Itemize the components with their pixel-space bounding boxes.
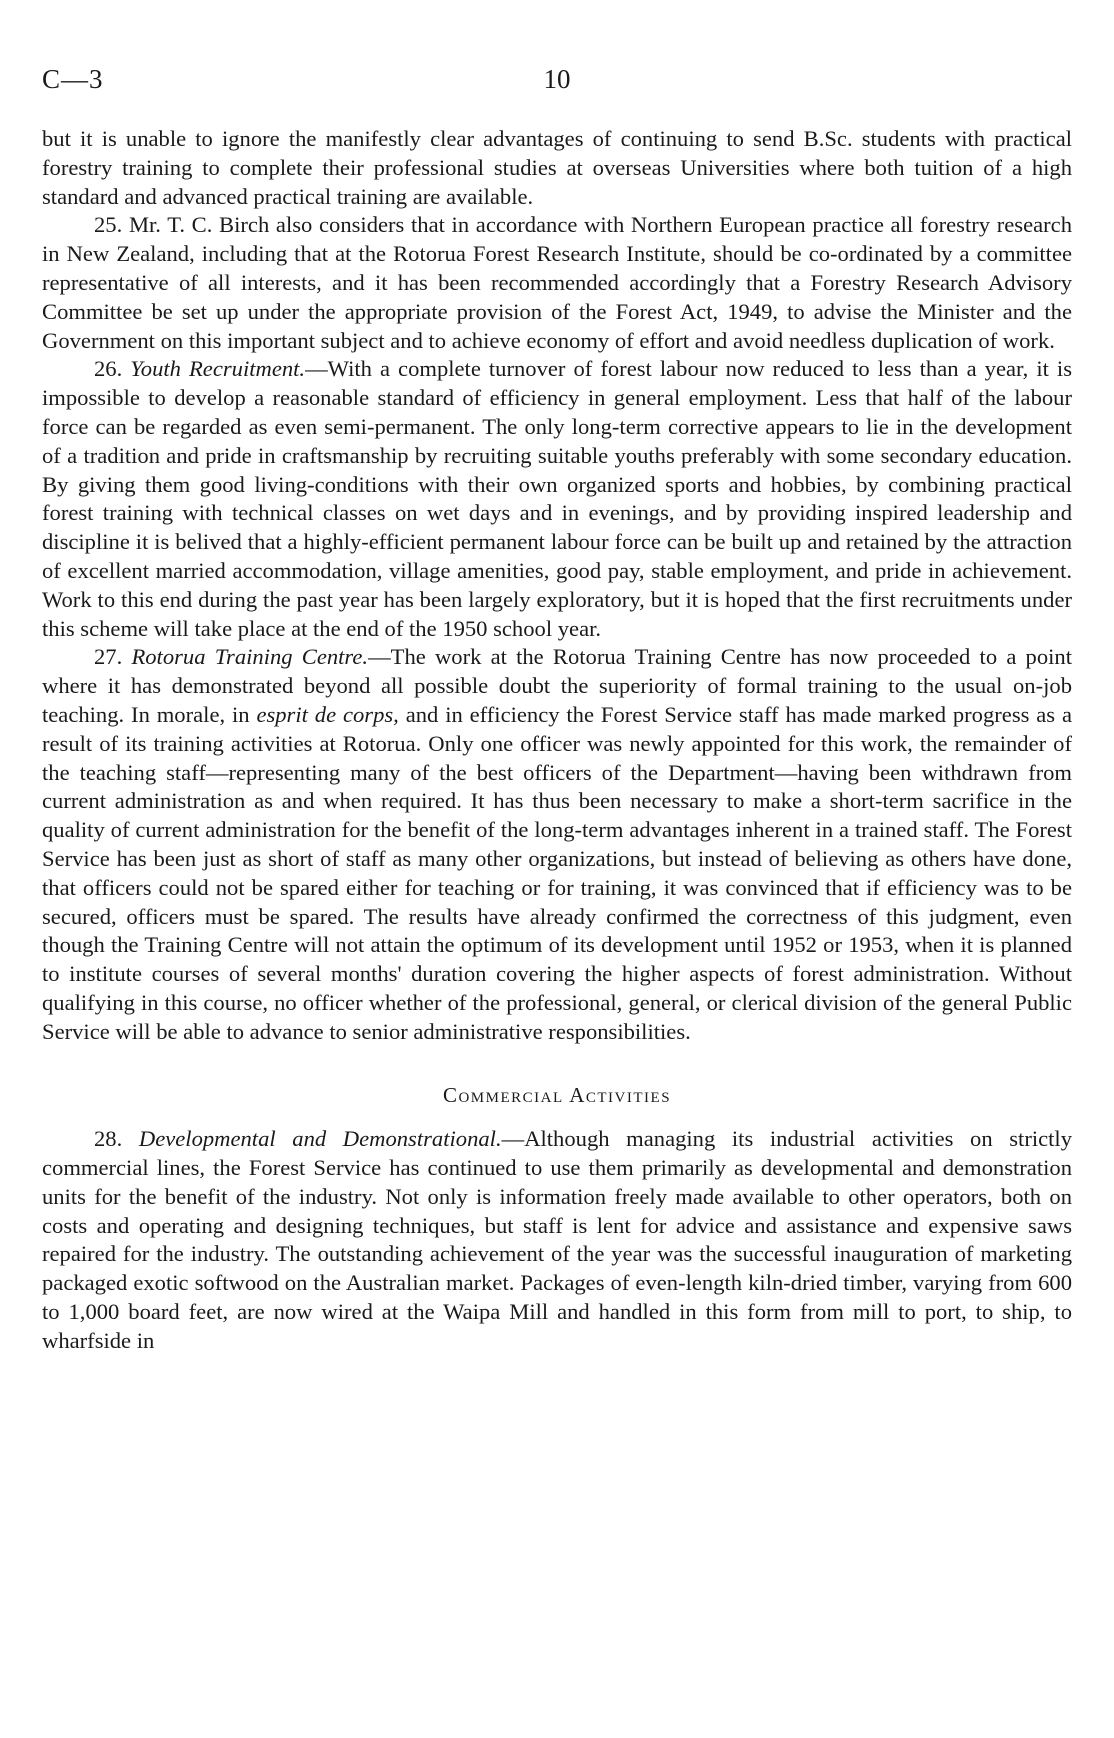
paragraph-text: —With a complete turnover of forest labour now reduced to less than a year, it is impossible to develop a reasonable standard of efficiency in general employment. Less that half of the labour force can be regarded as even semi-permanent. The only long-term corrective appears to lie in the development of a tradition and pride in craftsmanship by recruiting suitable youths preferably with some secondary education. By giving them good living-conditions with their own organized sports and hobbies, by combining practical forest training with technical classes on wet days and in evenings, and by providing inspired leadership and discipline it is belived that a highly-efficient permanent labour force can be built up and retained by the attraction of excellent married accommodation, village amenities, good pay, stable employment, and pride in achievement. Work to this end during the past year has been largely exploratory, but it is hoped that the first recruitments under this scheme will take place at the end of the 1950 school year. [42,356,1072,641]
section-heading: Commercial Activities [442,1082,672,1107]
paragraph-number: 26. [94,356,123,382]
paragraph-text: Mr. T. C. Birch also considers that in accordance with Northern European practice all forestry research in New Zealand, including that at the Rotorua Forest Research Institute, should be co-ordinated by a committee representative of all interests, and it has been recommended accordingly that a Forestry Research Advisory Committee be set up under the appropriate provision of the Forest Act, 1949, to advise the Minister and the Government on this important subject and to achieve economy of effort and avoid needless duplication of work. [42,212,1072,353]
paragraph-26 [42,355,1072,643]
paragraph-24-continued [42,125,1072,211]
paragraph-number: 28. [94,1126,123,1152]
paragraph-heading: Youth Recruitment. [130,356,306,382]
paragraph-text: and in efficiency the Forest Service staff has made marked progress as a result of its training activities at Rotorua. Only one officer was newly appointed for this work, the remainder of the teaching staff—representing many of the best officers of the Department—having been withdrawn from current administration as and when required. It has thus been necessary to make a short-term sacrifice in the quality of current administration for the benefit of the long-term advantages inherent in a trained staff. The Forest Service has been just as short of staff as many other organizations, but instead of believing as others have done, that officers could not be spared either for teaching or for training, it was convinced that if efficiency was to be secured, officers must be spared. The results have already confirmed the correctness of this judgment, even though the Training Centre will not attain the optimum of its development until 1952 or 1953, when it is planned to institute courses of several months' duration covering the higher aspects of forest administration. Without qualifying in this course, no officer whether of the professional, general, or clerical division of the general Public Service will be able to advance to senior administrative responsibilities. [42,701,1072,1044]
paragraph-27 [42,643,1072,1046]
document-reference: C—3 [42,64,104,94]
document-page [42,58,1072,1356]
paragraph-heading: Rotorua Training Centre. [131,644,369,670]
paragraph-text: but it is unable to ignore the manifestly clear advantages of continuing to send B.Sc. students with practical forestry training to complete their professional studies at overseas Universities where both tuition of a high standard and advanced practical training are available. [42,126,1072,209]
paragraph-28 [42,1125,1072,1355]
page-number: 10 [543,64,571,94]
paragraph-heading: Developmental and Demonstrational. [138,1126,502,1152]
page-header [42,58,1072,98]
paragraph-text: —Although managing its industrial activities on strictly commercial lines, the Forest Service has continued to use them primarily as developmental and demonstration units for the benefit of the industry. Not only is information freely made available to other operators, both on costs and operating and designing techniques, but staff is lent for advice and assistance and expensive saws repaired for the industry. The outstanding achievement of the year was the successful inauguration of marketing packaged exotic softwood on the Australian market. Packages of even-length kiln-dried timber, varying from 600 to 1,000 board feet, are now wired at the Waipa Mill and handled in this form from mill to port, to ship, to wharfside in [42,1126,1072,1353]
italic-phrase: esprit de corps, [256,701,399,727]
paragraph-text: —The work at the Rotorua Training Centre has now proceeded to a point where it has demonstrated beyond all possible doubt the superiority of formal training to the usual on-job teaching. In morale, in [42,644,1072,727]
document-body [42,125,1072,1356]
paragraph-number: 25. [94,212,123,238]
paragraph-number: 27. [94,644,123,670]
paragraph-25 [42,211,1072,355]
